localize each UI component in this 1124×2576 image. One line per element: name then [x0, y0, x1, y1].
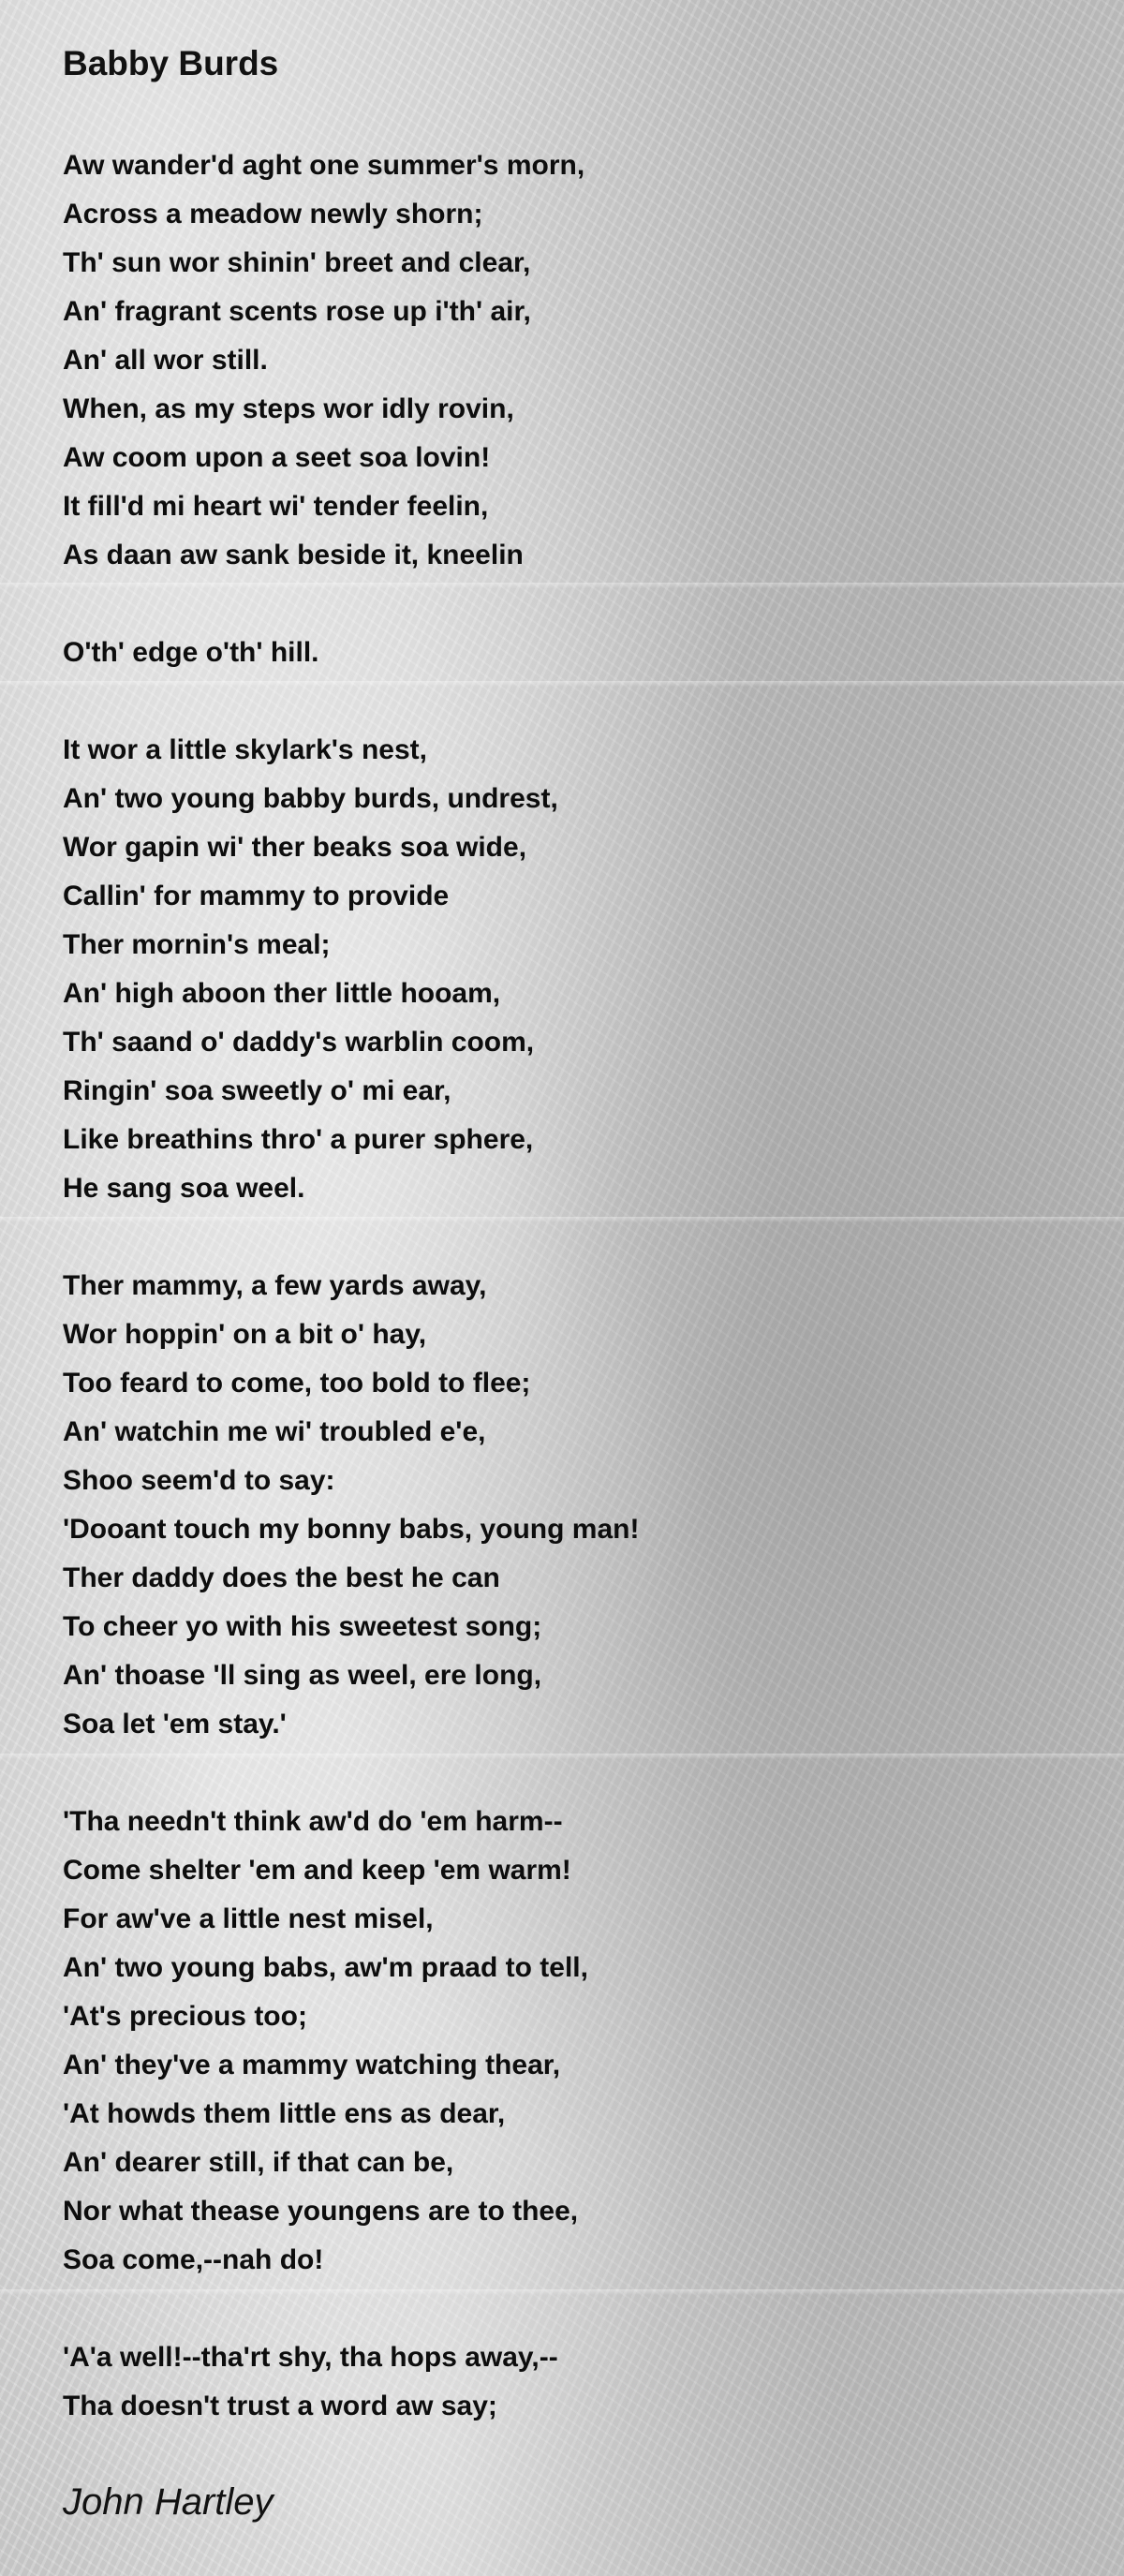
poem-line: Th' sun wor shinin' breet and clear, [63, 247, 531, 278]
poem-line: Ther daddy does the best he can [63, 1562, 500, 1593]
poem-line: Too feard to come, too bold to flee; [63, 1368, 531, 1399]
poem-line: An' watchin me wi' troubled e'e, [63, 1416, 486, 1447]
poem-line: It fill'd mi heart wi' tender feelin, [63, 491, 489, 522]
poem-line: 'At's precious too; [63, 2001, 307, 2032]
poem-line: Nor what thease youngens are to thee, [63, 2196, 579, 2227]
poem-line: Across a meadow newly shorn; [63, 199, 483, 229]
poem-line: Ringin' soa sweetly o' mi ear, [63, 1075, 451, 1106]
poem-line: An' all wor still. [63, 345, 268, 376]
poem-line: O'th' edge o'th' hill. [63, 637, 319, 668]
poem-line: 'At howds them little ens as dear, [63, 2098, 506, 2129]
poem-title: Babby Burds [63, 44, 279, 82]
poem-line: It wor a little skylark's nest, [63, 734, 427, 765]
texture-band [0, 1217, 1124, 1222]
poem-line: Ther mornin's meal; [63, 929, 331, 960]
texture-band [0, 2289, 1124, 2295]
poem-line: Come shelter 'em and keep 'em warm! [63, 1855, 571, 1886]
poem-line: Like breathins thro' a purer sphere, [63, 1124, 534, 1155]
poem-line: An' fragrant scents rose up i'th' air, [63, 296, 531, 327]
poem-line: Soa come,--nah do! [63, 2244, 324, 2275]
poem-line: Shoo seem'd to say: [63, 1465, 335, 1496]
poem-line: Soa let 'em stay.' [63, 1709, 287, 1740]
poem-line: He sang soa weel. [63, 1173, 305, 1204]
poem-line: Callin' for mammy to provide [63, 881, 450, 911]
poem-line: When, as my steps wor idly rovin, [63, 393, 514, 424]
poem-line: Tha doesn't trust a word aw say; [63, 2391, 497, 2421]
poem-line: Ther mammy, a few yards away, [63, 1270, 487, 1301]
poem-line: For aw've a little nest misel, [63, 1903, 434, 1934]
poem-line: 'Dooant touch my bonny babs, young man! [63, 1514, 640, 1545]
poem-line: An' high aboon ther little hooam, [63, 978, 501, 1009]
poem-line: Aw wander'd aght one summer's morn, [63, 150, 585, 181]
poem-line: Wor hoppin' on a bit o' hay, [63, 1319, 427, 1350]
poem-line: An' two young babby burds, undrest, [63, 783, 558, 814]
poem-line: 'Tha needn't think aw'd do 'em harm-- [63, 1806, 563, 1837]
texture-band [0, 681, 1124, 687]
poem-line: An' they've a mammy watching thear, [63, 2050, 561, 2080]
texture-band [0, 1754, 1124, 1759]
texture-band [0, 583, 1124, 588]
poem-line: An' thoase 'll sing as weel, ere long, [63, 1660, 542, 1691]
poem-line: 'A'a well!--tha'rt shy, tha hops away,-- [63, 2342, 558, 2373]
poem-line: Th' saand o' daddy's warblin coom, [63, 1027, 535, 1058]
poem-line: Aw coom upon a seet soa lovin! [63, 442, 491, 473]
poem-line: As daan aw sank beside it, kneelin [63, 540, 524, 570]
poem-author: John Hartley [63, 2481, 274, 2523]
poem-line: Wor gapin wi' ther beaks soa wide, [63, 832, 527, 863]
poem-line: An' two young babs, aw'm praad to tell, [63, 1952, 588, 1983]
poem-line: An' dearer still, if that can be, [63, 2147, 454, 2178]
poem-line: To cheer yo with his sweetest song; [63, 1611, 542, 1642]
